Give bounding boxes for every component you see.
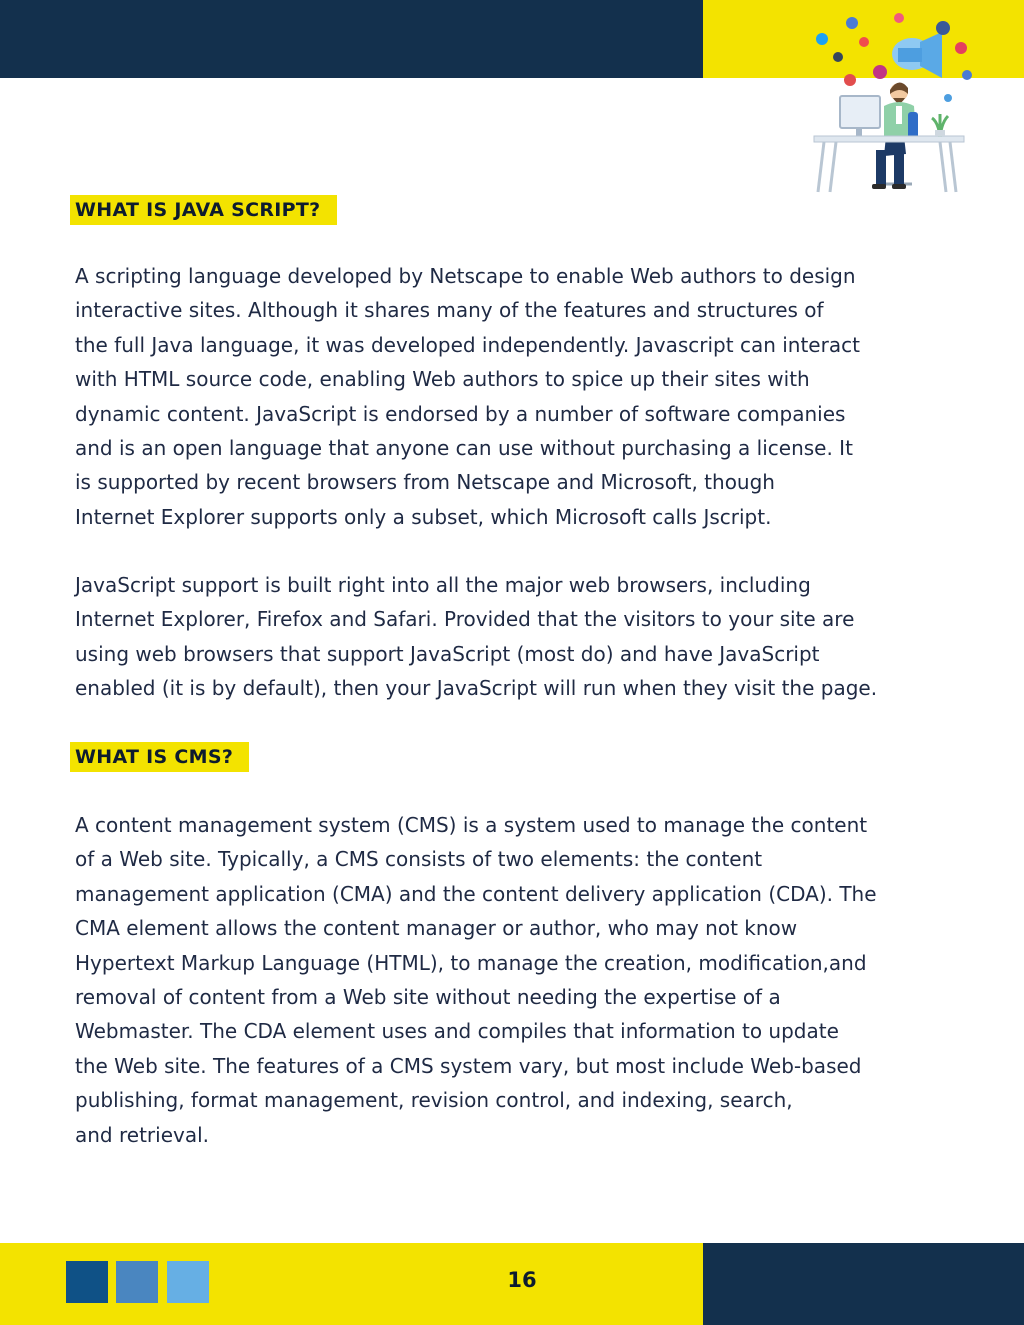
javascript-paragraph-1: A scripting language developed by Netscape to enable Web authors to design interactive sites. Although it shares many of the features and structures of the full Java language, it was developed independently. Javascript can interact with HTML source code, enabling Web authors to spice up their sites with dynamic content. JavaScript is endorsed by a number of software companies and is an open language that anyone can use without purchasing a license. It is supported by recent browsers from Netscape and Microsoft, though Internet Explorer supports only a subset, which Microsoft calls Jscript.: [75, 264, 860, 529]
footer-navy-bar: [703, 1243, 1024, 1325]
section-heading-javascript: WHAT IS JAVA SCRIPT?: [70, 195, 337, 225]
person-at-desk-social-media-icon: [800, 8, 980, 194]
footer-square-dark-blue: [66, 1261, 108, 1303]
footer-square-medium-blue: [116, 1261, 158, 1303]
footer-square-light-blue: [167, 1261, 209, 1303]
page-number: 16: [507, 1268, 537, 1292]
javascript-paragraph-2: JavaScript support is built right into all the major web browsers, including Internet Explorer, Firefox and Safari. Provided that the visitors to your site are using web browsers that support JavaScript (most do) and have JavaScript enabled (it is by default), then your JavaScript will run when they visit the page.: [75, 573, 878, 701]
cms-paragraph: A content management system (CMS) is a system used to manage the content of a Web site. Typically, a CMS consists of two elements: the content management application (CMA) and the content delivery application (CDA). The CMA element allows the content manager or author, who may not know Hypertext Markup Language (HTML), to manage the creation, modification,and removal of content from a Web site without needing the expertise of a Webmaster. The CDA element uses and compiles that information to update the Web site. The features of a CMS system vary, but most include Web-based publishing, format management, revision control, and indexing, search, and retrieval.: [75, 813, 877, 1147]
section-heading-cms: WHAT IS CMS?: [70, 742, 249, 772]
header-navy-bar: [0, 0, 703, 78]
